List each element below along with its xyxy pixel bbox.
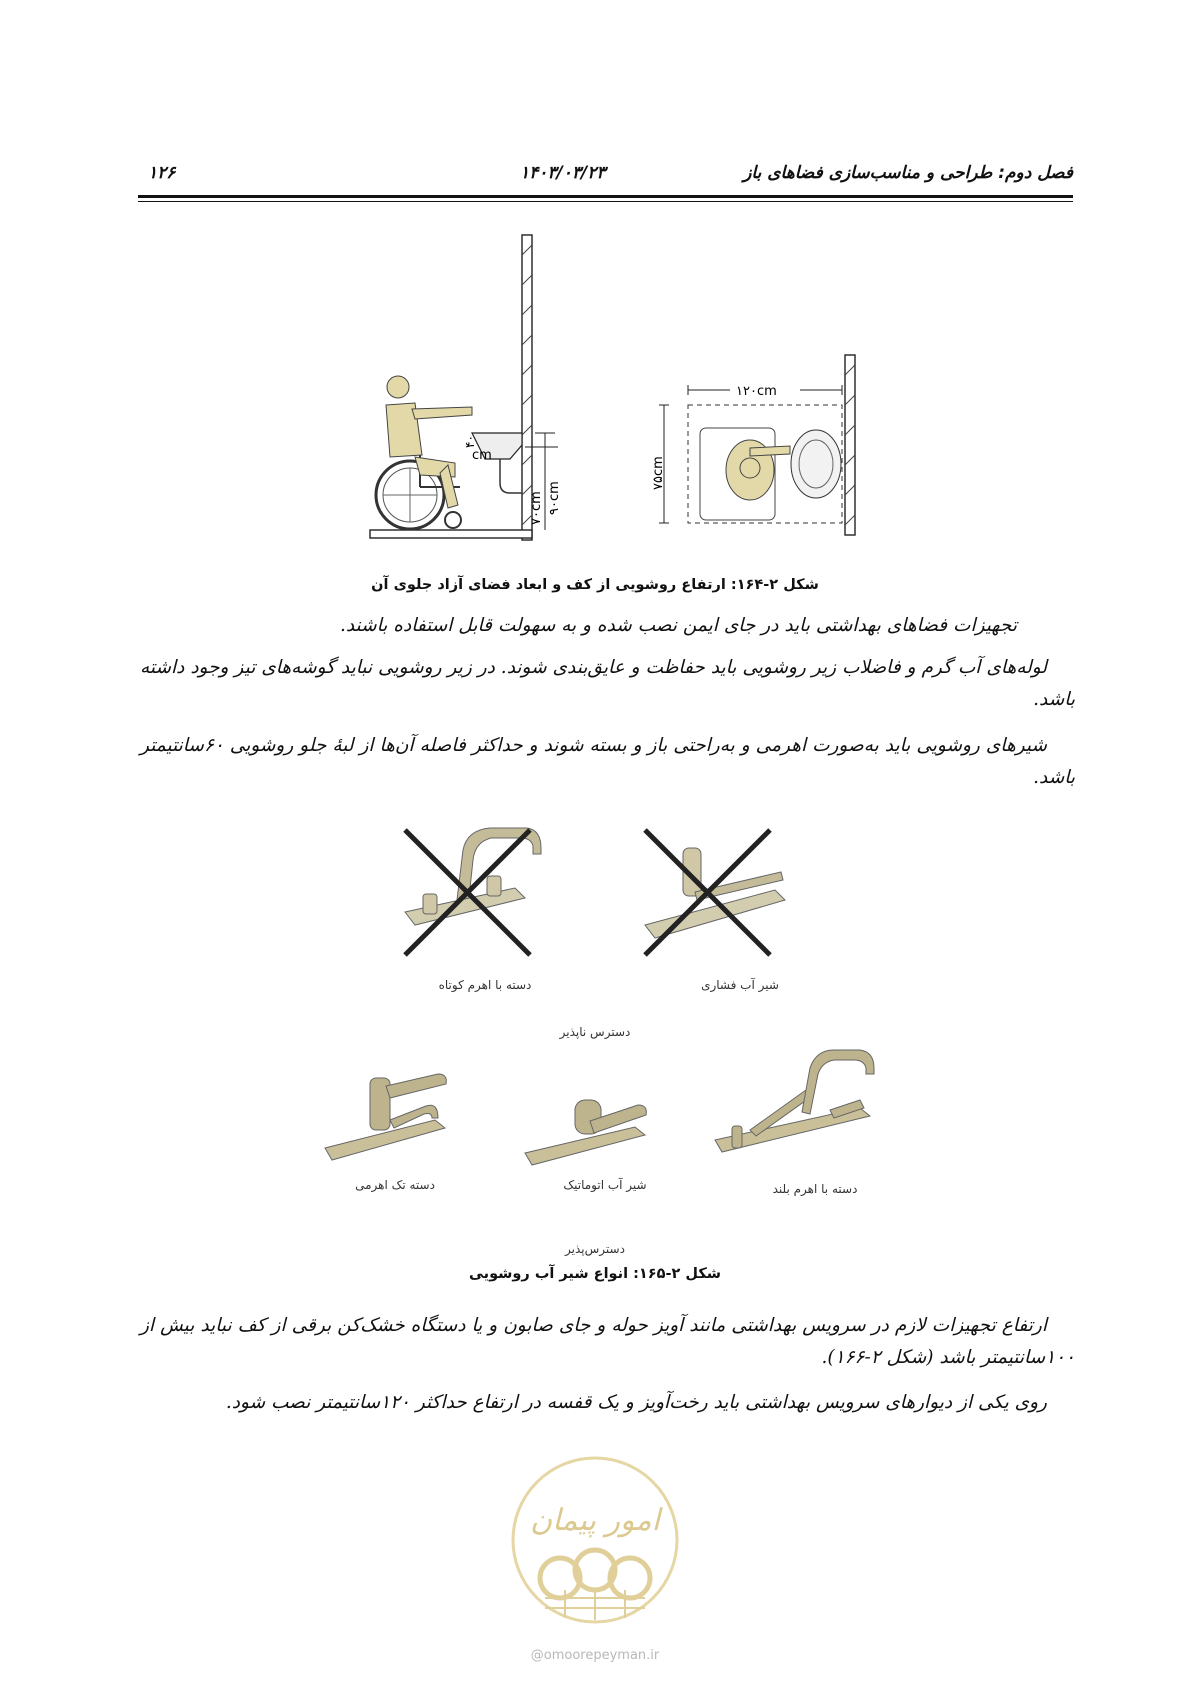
dim-75-label: ۷۵cm [651,456,666,490]
short-lever-faucet-label: دسته با اهرم کوتاه [438,978,532,992]
dim-120-label: ۱۲۰cm [736,384,777,399]
watermark-logo [505,1450,685,1650]
chapter-title: فصل دوم: طراحی و مناسب‌سازی فضاهای باز [743,163,1073,183]
paragraph-1: تجهیزات فضاهای بهداشتی باید در جای ایمن نصب شده و به سهولت قابل استفاده باشند. [339,615,1017,636]
single-lever-faucet-label: دسته تک اهرمی [355,1178,435,1192]
lavatory-side-view-figure [360,225,560,560]
svg-text:امور پیمان: امور پیمان [530,1503,660,1538]
automatic-faucet-label: شیر آب اتوماتیک [563,1178,647,1192]
single-lever-faucet-icon [320,1060,470,1165]
accessible-title: دسترس‌پذیر [565,1242,625,1256]
figure-164-caption: شکل ۲-۱۶۴: ارتفاع روشویی از کف و ابعاد فضای آزاد جلوی آن [371,577,819,593]
watermark-url: @omoorepeyman.ir [530,1648,660,1663]
paragraph-3: شیرهای روشویی باید به‌صورت اهرمی و به‌راحتی باز و بسته شوند و حداکثر فاصله آن‌ها از لبهٔ جلو روشویی ۶۰سانتیمتر باشد. [140,735,1075,788]
automatic-faucet-icon [520,1075,670,1170]
dim-cm-label: cm [472,448,492,463]
header-date: ۱۴۰۳/۰۳/۲۳ [520,163,606,183]
dim-40-label: ۴۰ [463,435,477,448]
paragraph-2: لوله‌های آب گرم و فاضلاب زیر روشویی باید حفاظت و عایق‌بندی شوند. در زیر روشویی نباید گوشه‌های تیز وجود داشته باشد. [140,657,1075,710]
push-faucet-label: شیر آب فشاری [701,978,779,992]
inaccessible-title: دسترس ناپذیر [559,1025,631,1039]
long-lever-faucet-label: دسته با اهرم بلند [772,1182,858,1196]
push-faucet-icon [635,820,810,960]
short-lever-faucet-icon [395,820,570,960]
header-rule-thin [138,201,1073,202]
long-lever-faucet-icon [710,1040,890,1160]
lavatory-top-view-figure [650,350,865,540]
paragraph-5: روی یکی از دیوارهای سرویس بهداشتی باید رخت‌آویز و یک قفسه در ارتفاع حداکثر ۱۲۰سانتیمتر نصب شود. [225,1392,1047,1413]
header-rule-thick [138,195,1073,198]
dim-90-label: ۹۰cm [547,481,562,515]
figure-165-caption: شکل ۲-۱۶۵: انواع شیر آب روشویی [468,1266,722,1282]
page-number: ۱۲۶ [148,163,176,183]
dim-70-label: ۷۰cm [529,491,544,525]
paragraph-4: ارتفاع تجهیزات لازم در سرویس بهداشتی مانند آویز حوله و جای صابون و یا دستگاه خشک‌کن برقی از کف نباید بیش از ۱۰۰سانتیمتر باشد (شکل ۲-۱۶۶). [140,1315,1075,1368]
